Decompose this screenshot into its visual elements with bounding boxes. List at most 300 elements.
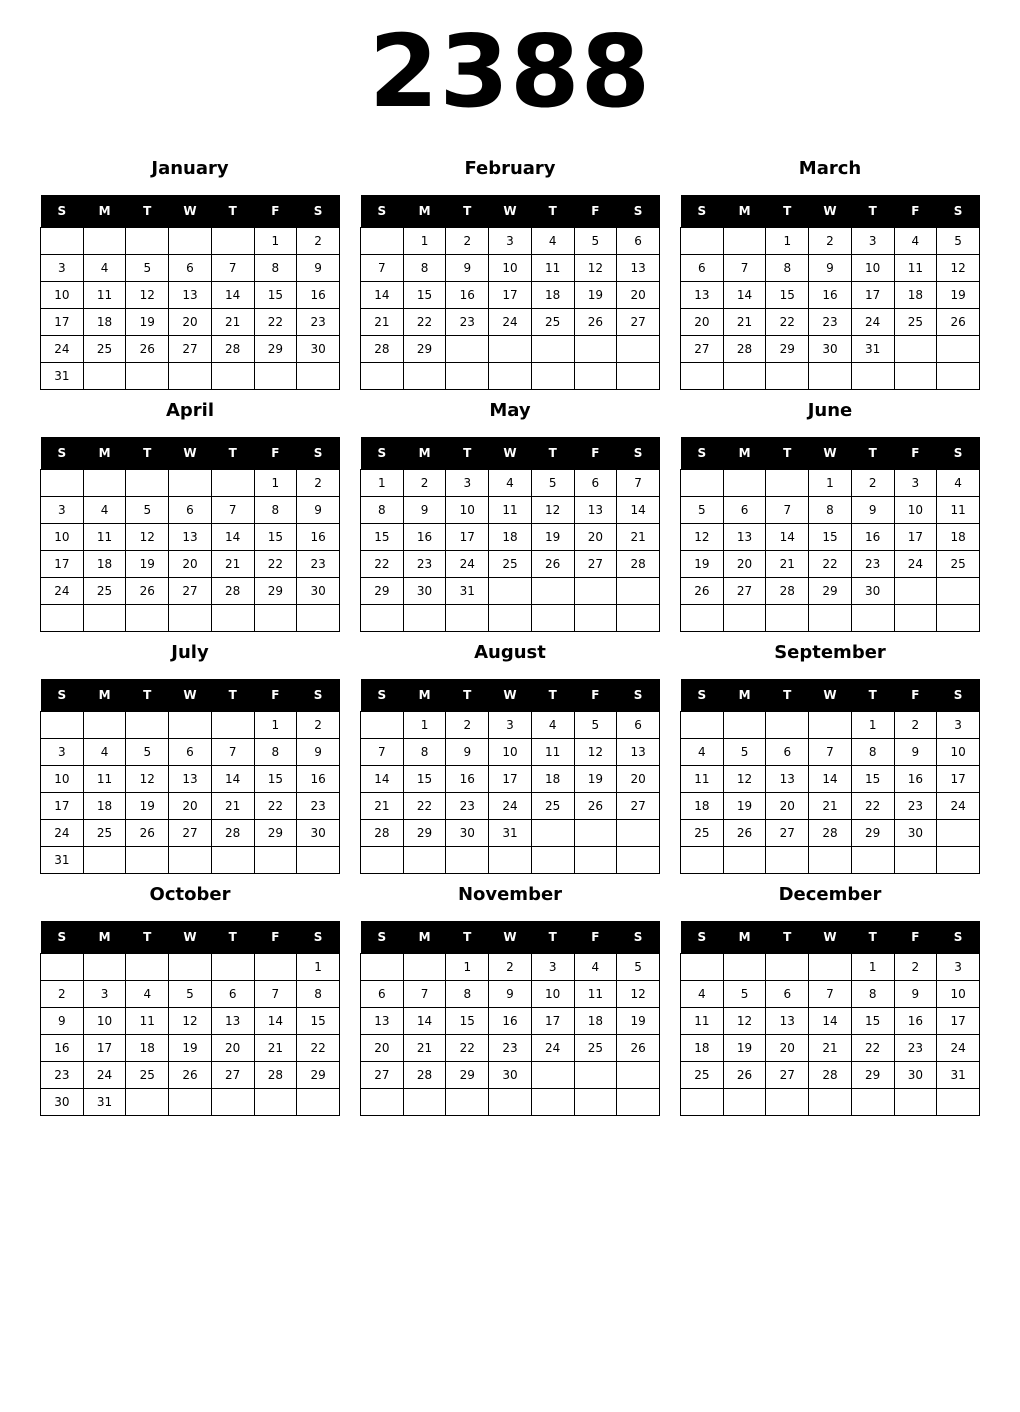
day-cell[interactable]: 22 — [254, 793, 297, 820]
day-cell[interactable]: 22 — [851, 1035, 894, 1062]
day-cell[interactable]: 27 — [169, 578, 212, 605]
day-cell[interactable]: 11 — [894, 255, 937, 282]
day-cell[interactable]: 28 — [809, 1062, 852, 1089]
day-cell[interactable]: 29 — [403, 820, 446, 847]
day-cell[interactable]: 26 — [169, 1062, 212, 1089]
day-cell[interactable]: 5 — [574, 712, 617, 739]
day-cell[interactable]: 6 — [169, 497, 212, 524]
day-cell[interactable]: 19 — [723, 793, 766, 820]
day-cell[interactable]: 9 — [894, 739, 937, 766]
day-cell[interactable]: 31 — [851, 336, 894, 363]
day-cell[interactable]: 7 — [809, 981, 852, 1008]
day-cell[interactable]: 15 — [809, 524, 852, 551]
day-cell[interactable]: 10 — [41, 524, 84, 551]
day-cell[interactable]: 2 — [446, 712, 489, 739]
day-cell[interactable]: 27 — [617, 309, 660, 336]
day-cell[interactable]: 2 — [809, 228, 852, 255]
day-cell[interactable]: 18 — [489, 524, 532, 551]
day-cell[interactable]: 27 — [617, 793, 660, 820]
day-cell[interactable]: 13 — [723, 524, 766, 551]
day-cell[interactable]: 26 — [681, 578, 724, 605]
day-cell[interactable]: 1 — [361, 470, 404, 497]
day-cell[interactable]: 21 — [403, 1035, 446, 1062]
day-cell[interactable]: 15 — [254, 524, 297, 551]
day-cell[interactable]: 24 — [41, 578, 84, 605]
day-cell[interactable]: 3 — [937, 712, 980, 739]
day-cell[interactable]: 28 — [211, 578, 254, 605]
day-cell[interactable]: 6 — [169, 739, 212, 766]
day-cell[interactable]: 14 — [809, 1008, 852, 1035]
day-cell[interactable]: 21 — [617, 524, 660, 551]
day-cell[interactable]: 4 — [681, 981, 724, 1008]
day-cell[interactable]: 31 — [41, 363, 84, 390]
day-cell[interactable]: 30 — [851, 578, 894, 605]
day-cell[interactable]: 24 — [41, 820, 84, 847]
day-cell[interactable]: 20 — [574, 524, 617, 551]
day-cell[interactable]: 20 — [617, 766, 660, 793]
day-cell[interactable]: 17 — [41, 309, 84, 336]
day-cell[interactable]: 14 — [617, 497, 660, 524]
day-cell[interactable]: 3 — [489, 228, 532, 255]
day-cell[interactable]: 31 — [41, 847, 84, 874]
day-cell[interactable]: 8 — [403, 739, 446, 766]
day-cell[interactable]: 9 — [297, 255, 340, 282]
day-cell[interactable]: 4 — [489, 470, 532, 497]
day-cell[interactable]: 23 — [297, 551, 340, 578]
day-cell[interactable]: 15 — [851, 766, 894, 793]
day-cell[interactable]: 17 — [937, 1008, 980, 1035]
day-cell[interactable]: 6 — [766, 981, 809, 1008]
day-cell[interactable]: 27 — [574, 551, 617, 578]
day-cell[interactable]: 23 — [851, 551, 894, 578]
day-cell[interactable]: 16 — [297, 766, 340, 793]
day-cell[interactable]: 24 — [446, 551, 489, 578]
day-cell[interactable]: 23 — [297, 793, 340, 820]
day-cell[interactable]: 1 — [254, 712, 297, 739]
day-cell[interactable]: 29 — [254, 578, 297, 605]
day-cell[interactable]: 12 — [126, 524, 169, 551]
day-cell[interactable]: 22 — [297, 1035, 340, 1062]
day-cell[interactable]: 5 — [681, 497, 724, 524]
day-cell[interactable]: 17 — [937, 766, 980, 793]
day-cell[interactable]: 13 — [681, 282, 724, 309]
day-cell[interactable]: 19 — [937, 282, 980, 309]
day-cell[interactable]: 9 — [894, 981, 937, 1008]
day-cell[interactable]: 16 — [446, 766, 489, 793]
day-cell[interactable]: 1 — [403, 712, 446, 739]
day-cell[interactable]: 9 — [403, 497, 446, 524]
day-cell[interactable]: 21 — [723, 309, 766, 336]
day-cell[interactable]: 30 — [41, 1089, 84, 1116]
day-cell[interactable]: 15 — [403, 766, 446, 793]
day-cell[interactable]: 12 — [126, 282, 169, 309]
day-cell[interactable]: 16 — [894, 766, 937, 793]
day-cell[interactable]: 12 — [937, 255, 980, 282]
day-cell[interactable]: 27 — [766, 820, 809, 847]
day-cell[interactable]: 22 — [361, 551, 404, 578]
day-cell[interactable]: 17 — [489, 766, 532, 793]
day-cell[interactable]: 16 — [809, 282, 852, 309]
day-cell[interactable]: 9 — [851, 497, 894, 524]
day-cell[interactable]: 6 — [361, 981, 404, 1008]
day-cell[interactable]: 9 — [297, 739, 340, 766]
day-cell[interactable]: 4 — [937, 470, 980, 497]
day-cell[interactable]: 30 — [403, 578, 446, 605]
day-cell[interactable]: 2 — [297, 228, 340, 255]
day-cell[interactable]: 20 — [723, 551, 766, 578]
day-cell[interactable]: 5 — [169, 981, 212, 1008]
day-cell[interactable]: 4 — [681, 739, 724, 766]
day-cell[interactable]: 21 — [361, 793, 404, 820]
day-cell[interactable]: 24 — [937, 1035, 980, 1062]
day-cell[interactable]: 14 — [403, 1008, 446, 1035]
day-cell[interactable]: 28 — [254, 1062, 297, 1089]
day-cell[interactable]: 25 — [83, 820, 126, 847]
day-cell[interactable]: 30 — [297, 578, 340, 605]
day-cell[interactable]: 4 — [531, 228, 574, 255]
day-cell[interactable]: 3 — [489, 712, 532, 739]
day-cell[interactable]: 15 — [254, 766, 297, 793]
day-cell[interactable]: 11 — [83, 524, 126, 551]
day-cell[interactable]: 19 — [126, 551, 169, 578]
day-cell[interactable]: 5 — [126, 739, 169, 766]
day-cell[interactable]: 13 — [169, 524, 212, 551]
day-cell[interactable]: 10 — [894, 497, 937, 524]
day-cell[interactable]: 19 — [681, 551, 724, 578]
day-cell[interactable]: 29 — [851, 1062, 894, 1089]
day-cell[interactable]: 8 — [254, 739, 297, 766]
day-cell[interactable]: 27 — [766, 1062, 809, 1089]
day-cell[interactable]: 23 — [489, 1035, 532, 1062]
day-cell[interactable]: 18 — [83, 793, 126, 820]
day-cell[interactable]: 10 — [489, 255, 532, 282]
day-cell[interactable]: 31 — [83, 1089, 126, 1116]
day-cell[interactable]: 25 — [83, 336, 126, 363]
day-cell[interactable]: 12 — [574, 739, 617, 766]
day-cell[interactable]: 3 — [41, 739, 84, 766]
day-cell[interactable]: 7 — [766, 497, 809, 524]
day-cell[interactable]: 17 — [894, 524, 937, 551]
day-cell[interactable]: 16 — [489, 1008, 532, 1035]
day-cell[interactable]: 28 — [211, 820, 254, 847]
day-cell[interactable]: 11 — [937, 497, 980, 524]
day-cell[interactable]: 8 — [851, 739, 894, 766]
day-cell[interactable]: 24 — [531, 1035, 574, 1062]
day-cell[interactable]: 5 — [126, 497, 169, 524]
day-cell[interactable]: 14 — [254, 1008, 297, 1035]
day-cell[interactable]: 14 — [211, 524, 254, 551]
day-cell[interactable]: 15 — [297, 1008, 340, 1035]
day-cell[interactable]: 26 — [574, 793, 617, 820]
day-cell[interactable]: 12 — [723, 1008, 766, 1035]
day-cell[interactable]: 1 — [851, 712, 894, 739]
day-cell[interactable]: 26 — [617, 1035, 660, 1062]
day-cell[interactable]: 18 — [83, 551, 126, 578]
day-cell[interactable]: 26 — [126, 820, 169, 847]
day-cell[interactable]: 18 — [681, 1035, 724, 1062]
day-cell[interactable]: 23 — [809, 309, 852, 336]
day-cell[interactable]: 26 — [126, 336, 169, 363]
day-cell[interactable]: 28 — [403, 1062, 446, 1089]
day-cell[interactable]: 20 — [766, 1035, 809, 1062]
day-cell[interactable]: 6 — [617, 712, 660, 739]
day-cell[interactable]: 17 — [446, 524, 489, 551]
day-cell[interactable]: 21 — [211, 309, 254, 336]
day-cell[interactable]: 5 — [723, 739, 766, 766]
day-cell[interactable]: 27 — [361, 1062, 404, 1089]
day-cell[interactable]: 27 — [169, 820, 212, 847]
day-cell[interactable]: 12 — [126, 766, 169, 793]
day-cell[interactable]: 16 — [403, 524, 446, 551]
day-cell[interactable]: 16 — [297, 282, 340, 309]
day-cell[interactable]: 3 — [446, 470, 489, 497]
day-cell[interactable]: 4 — [531, 712, 574, 739]
day-cell[interactable]: 20 — [681, 309, 724, 336]
day-cell[interactable]: 26 — [723, 820, 766, 847]
day-cell[interactable]: 23 — [297, 309, 340, 336]
day-cell[interactable]: 17 — [41, 551, 84, 578]
day-cell[interactable]: 25 — [489, 551, 532, 578]
day-cell[interactable]: 23 — [403, 551, 446, 578]
day-cell[interactable]: 20 — [766, 793, 809, 820]
day-cell[interactable]: 1 — [254, 228, 297, 255]
day-cell[interactable]: 20 — [361, 1035, 404, 1062]
day-cell[interactable]: 27 — [681, 336, 724, 363]
day-cell[interactable]: 9 — [41, 1008, 84, 1035]
day-cell[interactable]: 29 — [851, 820, 894, 847]
day-cell[interactable]: 23 — [41, 1062, 84, 1089]
day-cell[interactable]: 11 — [681, 766, 724, 793]
day-cell[interactable]: 14 — [361, 766, 404, 793]
day-cell[interactable]: 7 — [361, 739, 404, 766]
day-cell[interactable]: 24 — [489, 793, 532, 820]
day-cell[interactable]: 4 — [83, 255, 126, 282]
day-cell[interactable]: 10 — [446, 497, 489, 524]
day-cell[interactable]: 2 — [403, 470, 446, 497]
day-cell[interactable]: 28 — [211, 336, 254, 363]
day-cell[interactable]: 1 — [297, 954, 340, 981]
day-cell[interactable]: 7 — [617, 470, 660, 497]
day-cell[interactable]: 10 — [489, 739, 532, 766]
day-cell[interactable]: 12 — [574, 255, 617, 282]
day-cell[interactable]: 6 — [723, 497, 766, 524]
day-cell[interactable]: 18 — [681, 793, 724, 820]
day-cell[interactable]: 5 — [531, 470, 574, 497]
day-cell[interactable]: 2 — [297, 470, 340, 497]
day-cell[interactable]: 13 — [169, 766, 212, 793]
day-cell[interactable]: 8 — [766, 255, 809, 282]
day-cell[interactable]: 30 — [297, 336, 340, 363]
day-cell[interactable]: 9 — [489, 981, 532, 1008]
day-cell[interactable]: 26 — [574, 309, 617, 336]
day-cell[interactable]: 3 — [83, 981, 126, 1008]
day-cell[interactable]: 29 — [446, 1062, 489, 1089]
day-cell[interactable]: 24 — [489, 309, 532, 336]
day-cell[interactable]: 7 — [211, 739, 254, 766]
day-cell[interactable]: 21 — [809, 1035, 852, 1062]
day-cell[interactable]: 16 — [41, 1035, 84, 1062]
day-cell[interactable]: 22 — [403, 309, 446, 336]
day-cell[interactable]: 8 — [403, 255, 446, 282]
day-cell[interactable]: 28 — [723, 336, 766, 363]
day-cell[interactable]: 24 — [937, 793, 980, 820]
day-cell[interactable]: 7 — [211, 497, 254, 524]
day-cell[interactable]: 8 — [446, 981, 489, 1008]
day-cell[interactable]: 21 — [211, 551, 254, 578]
day-cell[interactable]: 9 — [446, 739, 489, 766]
day-cell[interactable]: 20 — [617, 282, 660, 309]
day-cell[interactable]: 10 — [83, 1008, 126, 1035]
day-cell[interactable]: 1 — [766, 228, 809, 255]
day-cell[interactable]: 8 — [254, 255, 297, 282]
day-cell[interactable]: 13 — [617, 739, 660, 766]
day-cell[interactable]: 25 — [894, 309, 937, 336]
day-cell[interactable]: 19 — [574, 766, 617, 793]
day-cell[interactable]: 7 — [254, 981, 297, 1008]
day-cell[interactable]: 6 — [617, 228, 660, 255]
day-cell[interactable]: 10 — [531, 981, 574, 1008]
day-cell[interactable]: 6 — [681, 255, 724, 282]
day-cell[interactable]: 1 — [809, 470, 852, 497]
day-cell[interactable]: 10 — [41, 282, 84, 309]
day-cell[interactable]: 22 — [851, 793, 894, 820]
day-cell[interactable]: 13 — [766, 1008, 809, 1035]
day-cell[interactable]: 11 — [83, 282, 126, 309]
day-cell[interactable]: 16 — [446, 282, 489, 309]
day-cell[interactable]: 10 — [851, 255, 894, 282]
day-cell[interactable]: 4 — [83, 497, 126, 524]
day-cell[interactable]: 12 — [723, 766, 766, 793]
day-cell[interactable]: 24 — [894, 551, 937, 578]
day-cell[interactable]: 16 — [297, 524, 340, 551]
day-cell[interactable]: 13 — [766, 766, 809, 793]
day-cell[interactable]: 29 — [766, 336, 809, 363]
day-cell[interactable]: 7 — [723, 255, 766, 282]
day-cell[interactable]: 17 — [851, 282, 894, 309]
day-cell[interactable]: 25 — [574, 1035, 617, 1062]
day-cell[interactable]: 26 — [531, 551, 574, 578]
day-cell[interactable]: 20 — [211, 1035, 254, 1062]
day-cell[interactable]: 22 — [809, 551, 852, 578]
day-cell[interactable]: 2 — [851, 470, 894, 497]
day-cell[interactable]: 13 — [211, 1008, 254, 1035]
day-cell[interactable]: 7 — [809, 739, 852, 766]
day-cell[interactable]: 17 — [489, 282, 532, 309]
day-cell[interactable]: 24 — [83, 1062, 126, 1089]
day-cell[interactable]: 29 — [254, 820, 297, 847]
day-cell[interactable]: 17 — [41, 793, 84, 820]
day-cell[interactable]: 28 — [361, 336, 404, 363]
day-cell[interactable]: 10 — [41, 766, 84, 793]
day-cell[interactable]: 11 — [574, 981, 617, 1008]
day-cell[interactable]: 4 — [126, 981, 169, 1008]
day-cell[interactable]: 22 — [254, 309, 297, 336]
day-cell[interactable]: 30 — [809, 336, 852, 363]
day-cell[interactable]: 8 — [254, 497, 297, 524]
day-cell[interactable]: 24 — [851, 309, 894, 336]
day-cell[interactable]: 20 — [169, 793, 212, 820]
day-cell[interactable]: 10 — [937, 981, 980, 1008]
day-cell[interactable]: 16 — [894, 1008, 937, 1035]
day-cell[interactable]: 22 — [446, 1035, 489, 1062]
day-cell[interactable]: 1 — [851, 954, 894, 981]
day-cell[interactable]: 7 — [403, 981, 446, 1008]
day-cell[interactable]: 11 — [531, 255, 574, 282]
day-cell[interactable]: 3 — [851, 228, 894, 255]
day-cell[interactable]: 6 — [211, 981, 254, 1008]
day-cell[interactable]: 18 — [937, 524, 980, 551]
day-cell[interactable]: 12 — [169, 1008, 212, 1035]
day-cell[interactable]: 21 — [809, 793, 852, 820]
day-cell[interactable]: 20 — [169, 551, 212, 578]
day-cell[interactable]: 27 — [723, 578, 766, 605]
day-cell[interactable]: 1 — [446, 954, 489, 981]
day-cell[interactable]: 23 — [446, 793, 489, 820]
day-cell[interactable]: 19 — [531, 524, 574, 551]
day-cell[interactable]: 4 — [574, 954, 617, 981]
day-cell[interactable]: 13 — [361, 1008, 404, 1035]
day-cell[interactable]: 3 — [41, 255, 84, 282]
day-cell[interactable]: 2 — [446, 228, 489, 255]
day-cell[interactable]: 14 — [723, 282, 766, 309]
day-cell[interactable]: 31 — [489, 820, 532, 847]
day-cell[interactable]: 30 — [446, 820, 489, 847]
day-cell[interactable]: 25 — [681, 820, 724, 847]
day-cell[interactable]: 25 — [531, 793, 574, 820]
day-cell[interactable]: 15 — [361, 524, 404, 551]
day-cell[interactable]: 16 — [851, 524, 894, 551]
day-cell[interactable]: 3 — [41, 497, 84, 524]
day-cell[interactable]: 9 — [297, 497, 340, 524]
day-cell[interactable]: 8 — [809, 497, 852, 524]
day-cell[interactable]: 25 — [126, 1062, 169, 1089]
day-cell[interactable]: 26 — [937, 309, 980, 336]
day-cell[interactable]: 11 — [681, 1008, 724, 1035]
day-cell[interactable]: 17 — [531, 1008, 574, 1035]
day-cell[interactable]: 19 — [723, 1035, 766, 1062]
day-cell[interactable]: 14 — [211, 766, 254, 793]
day-cell[interactable]: 7 — [211, 255, 254, 282]
day-cell[interactable]: 18 — [83, 309, 126, 336]
day-cell[interactable]: 24 — [41, 336, 84, 363]
day-cell[interactable]: 15 — [766, 282, 809, 309]
day-cell[interactable]: 2 — [894, 712, 937, 739]
day-cell[interactable]: 6 — [766, 739, 809, 766]
day-cell[interactable]: 5 — [723, 981, 766, 1008]
day-cell[interactable]: 1 — [403, 228, 446, 255]
day-cell[interactable]: 19 — [126, 793, 169, 820]
day-cell[interactable]: 29 — [254, 336, 297, 363]
day-cell[interactable]: 12 — [617, 981, 660, 1008]
day-cell[interactable]: 12 — [681, 524, 724, 551]
day-cell[interactable]: 11 — [83, 766, 126, 793]
day-cell[interactable]: 15 — [403, 282, 446, 309]
day-cell[interactable]: 3 — [531, 954, 574, 981]
day-cell[interactable]: 30 — [894, 1062, 937, 1089]
day-cell[interactable]: 7 — [361, 255, 404, 282]
day-cell[interactable]: 18 — [574, 1008, 617, 1035]
day-cell[interactable]: 25 — [531, 309, 574, 336]
day-cell[interactable]: 31 — [446, 578, 489, 605]
day-cell[interactable]: 6 — [574, 470, 617, 497]
day-cell[interactable]: 25 — [83, 578, 126, 605]
day-cell[interactable]: 13 — [169, 282, 212, 309]
day-cell[interactable]: 21 — [766, 551, 809, 578]
day-cell[interactable]: 19 — [126, 309, 169, 336]
day-cell[interactable]: 8 — [851, 981, 894, 1008]
day-cell[interactable]: 11 — [531, 739, 574, 766]
day-cell[interactable]: 13 — [617, 255, 660, 282]
